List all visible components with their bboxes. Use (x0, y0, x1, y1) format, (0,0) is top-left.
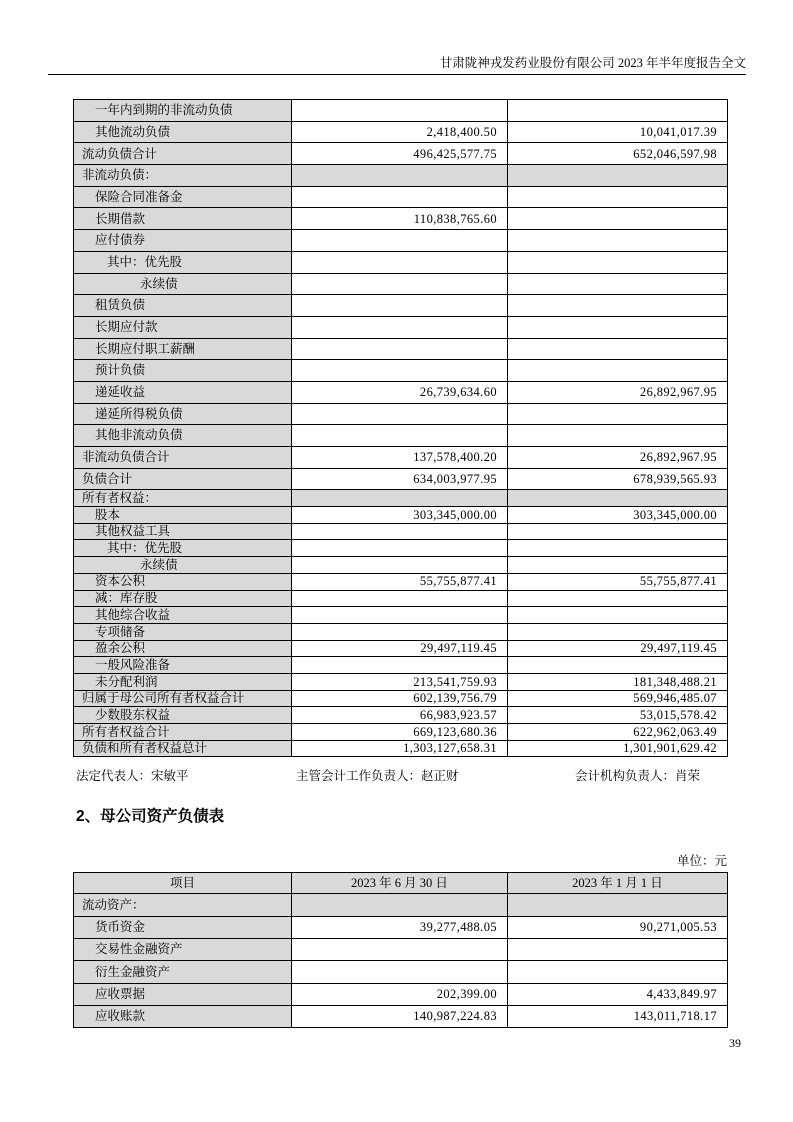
row-label-cell: 长期应付款 (74, 316, 292, 338)
row-value-current: 602,139,756.79 (292, 690, 508, 707)
row-value-current (292, 403, 508, 425)
table-row (74, 316, 728, 338)
table-row (74, 724, 728, 741)
table-row (74, 916, 728, 938)
row-value-current (292, 894, 508, 916)
row-value-current (292, 316, 508, 338)
table-row (74, 983, 728, 1005)
row-label-cell: 应收账款 (74, 1005, 292, 1027)
row-value-current: 55,755,877.41 (292, 573, 508, 590)
table-row (74, 673, 728, 690)
row-value-current: 29,497,119.45 (292, 640, 508, 657)
table-row (74, 143, 728, 165)
row-value-current (292, 540, 508, 557)
row-value-prior (508, 490, 728, 507)
table-row (74, 607, 728, 624)
row-value-prior: 26,892,967.95 (508, 381, 728, 403)
row-value-prior (508, 186, 728, 208)
row-label-cell: 货币资金 (74, 916, 292, 938)
accounting-org-head: 会计机构负责人：肖荣 (575, 769, 701, 784)
row-label-cell: 递延所得税负债 (74, 403, 292, 425)
table-row (74, 623, 728, 640)
row-value-prior: 90,271,005.53 (508, 916, 728, 938)
table-row (74, 938, 728, 960)
row-label-cell: 流动负债合计 (74, 143, 292, 165)
row-value-prior: 303,345,000.00 (508, 507, 728, 524)
row-value-current: 66,983,923.57 (292, 707, 508, 724)
table-row (74, 468, 728, 490)
consolidated-balance-sheet-body (74, 100, 728, 757)
row-value-current: 202,399.00 (292, 983, 508, 1005)
row-value-prior (508, 425, 728, 447)
row-label-cell: 长期应付职工薪酬 (74, 338, 292, 360)
row-value-prior: 53,015,578.42 (508, 707, 728, 724)
table-row (74, 640, 728, 657)
row-value-current (292, 523, 508, 540)
row-label-cell: 其中：优先股 (74, 251, 292, 273)
row-label-cell: 未分配利润 (74, 673, 292, 690)
row-value-prior (508, 961, 728, 983)
row-value-prior (508, 338, 728, 360)
row-value-prior (508, 273, 728, 295)
signature-row (0, 766, 793, 783)
row-value-current (292, 338, 508, 360)
row-value-prior: 678,939,565.93 (508, 468, 728, 490)
row-value-prior (508, 523, 728, 540)
table-row (74, 540, 728, 557)
row-label-cell: 应付债券 (74, 230, 292, 252)
row-value-prior: 181,348,488.21 (508, 673, 728, 690)
table-row (74, 208, 728, 230)
row-value-prior: 4,433,849.97 (508, 983, 728, 1005)
table-row (74, 523, 728, 540)
row-value-prior (508, 165, 728, 187)
table-row (74, 100, 728, 122)
table-row (74, 557, 728, 574)
row-value-current (292, 557, 508, 574)
row-value-prior (508, 230, 728, 252)
row-value-current (292, 186, 508, 208)
section-heading: 2、母公司资产负债表 (76, 808, 225, 826)
row-value-current: 110,838,765.60 (292, 208, 508, 230)
row-label-cell: 专项储备 (74, 623, 292, 640)
row-value-prior (508, 208, 728, 230)
row-value-current (292, 961, 508, 983)
row-label-cell: 应收票据 (74, 983, 292, 1005)
row-value-prior: 26,892,967.95 (508, 447, 728, 469)
row-label-cell: 负债合计 (74, 468, 292, 490)
row-value-current: 669,123,680.36 (292, 724, 508, 741)
row-label-cell: 所有者权益： (74, 490, 292, 507)
row-label-cell: 其他非流动负债 (74, 425, 292, 447)
row-value-current (292, 590, 508, 607)
row-value-prior (508, 607, 728, 624)
row-value-prior (508, 100, 728, 122)
row-value-prior (508, 557, 728, 574)
column-header-date1: 2023 年 6 月 30 日 (292, 873, 508, 894)
row-value-current: 303,345,000.00 (292, 507, 508, 524)
row-label-cell: 其他流动负债 (74, 121, 292, 143)
table-row (74, 273, 728, 295)
table-row (74, 403, 728, 425)
row-value-prior (508, 251, 728, 273)
table-row (74, 657, 728, 674)
row-value-prior (508, 403, 728, 425)
row-value-prior (508, 590, 728, 607)
table-row (74, 894, 728, 916)
unit-note: 单位：元 (676, 854, 727, 869)
row-value-prior: 622,962,063.49 (508, 724, 728, 741)
row-value-current (292, 251, 508, 273)
row-label-cell: 盈余公积 (74, 640, 292, 657)
row-label-cell: 股本 (74, 507, 292, 524)
row-value-prior: 55,755,877.41 (508, 573, 728, 590)
consolidated-balance-sheet-table (73, 99, 728, 757)
row-value-current: 213,541,759.93 (292, 673, 508, 690)
row-label-cell: 交易性金融资产 (74, 938, 292, 960)
table-row (74, 186, 728, 208)
page-number: 39 (729, 1036, 741, 1050)
row-label-cell: 资本公积 (74, 573, 292, 590)
row-label-cell: 其他综合收益 (74, 607, 292, 624)
table-row (74, 590, 728, 607)
table-row (74, 360, 728, 382)
row-label-cell: 非流动负债合计 (74, 447, 292, 469)
row-value-prior: 10,041,017.39 (508, 121, 728, 143)
table-row (74, 425, 728, 447)
row-value-prior: 569,946,485.07 (508, 690, 728, 707)
row-label-cell: 减：库存股 (74, 590, 292, 607)
table-row (74, 507, 728, 524)
row-label-cell: 其他权益工具 (74, 523, 292, 540)
table-row (74, 690, 728, 707)
row-label-cell: 长期借款 (74, 208, 292, 230)
parent-balance-sheet-body (74, 894, 728, 1028)
row-value-current: 26,739,634.60 (292, 381, 508, 403)
row-value-current: 137,578,400.20 (292, 447, 508, 469)
table-header-row (74, 873, 728, 894)
row-label-cell: 递延收益 (74, 381, 292, 403)
row-label-cell: 一年内到期的非流动负债 (74, 100, 292, 122)
row-value-current (292, 607, 508, 624)
row-label-cell: 非流动负债： (74, 165, 292, 187)
table-row (74, 230, 728, 252)
legal-representative: 法定代表人：宋敏平 (76, 769, 189, 784)
row-value-current (292, 623, 508, 640)
row-value-prior (508, 657, 728, 674)
row-value-prior (508, 938, 728, 960)
table-row (74, 165, 728, 187)
row-label-cell: 归属于母公司所有者权益合计 (74, 690, 292, 707)
table-row (74, 251, 728, 273)
row-value-prior (508, 360, 728, 382)
row-value-prior (508, 623, 728, 640)
row-value-prior (508, 316, 728, 338)
row-value-current: 496,425,577.75 (292, 143, 508, 165)
row-label-cell: 保险合同准备金 (74, 186, 292, 208)
row-label-cell: 永续债 (74, 273, 292, 295)
row-value-current: 634,003,977.95 (292, 468, 508, 490)
row-value-current: 39,277,488.05 (292, 916, 508, 938)
row-label-cell: 流动资产： (74, 894, 292, 916)
table-row (74, 961, 728, 983)
row-label-cell: 衍生金融资产 (74, 961, 292, 983)
column-header-item: 项目 (74, 873, 292, 894)
row-value-prior: 143,011,718.17 (508, 1005, 728, 1027)
row-value-current (292, 100, 508, 122)
row-value-current: 2,418,400.50 (292, 121, 508, 143)
parent-balance-sheet-table (73, 872, 728, 1028)
table-row (74, 573, 728, 590)
table-row (74, 295, 728, 317)
chief-accountant: 主管会计工作负责人：赵正财 (296, 769, 459, 784)
row-label-cell: 负债和所有者权益总计 (74, 740, 292, 757)
table-row (74, 121, 728, 143)
row-value-prior (508, 894, 728, 916)
row-label-cell: 其中：优先股 (74, 540, 292, 557)
row-value-current (292, 657, 508, 674)
row-value-prior: 29,497,119.45 (508, 640, 728, 657)
table-row (74, 338, 728, 360)
row-label-cell: 一般风险准备 (74, 657, 292, 674)
row-label-cell: 少数股东权益 (74, 707, 292, 724)
table-row (74, 740, 728, 757)
row-value-current: 1,303,127,658.31 (292, 740, 508, 757)
row-value-current (292, 230, 508, 252)
row-value-current (292, 295, 508, 317)
row-value-current (292, 273, 508, 295)
report-header-title: 甘肃陇神戎发药业股份有限公司 2023 年半年度报告全文 (48, 0, 746, 75)
column-header-date2: 2023 年 1 月 1 日 (508, 873, 728, 894)
row-label-cell: 租赁负债 (74, 295, 292, 317)
row-value-prior: 652,046,597.98 (508, 143, 728, 165)
table-row (74, 707, 728, 724)
row-label-cell: 永续债 (74, 557, 292, 574)
table-row (74, 381, 728, 403)
table-row (74, 1005, 728, 1027)
table-row (74, 447, 728, 469)
row-label-cell: 预计负债 (74, 360, 292, 382)
row-value-current (292, 490, 508, 507)
row-value-prior (508, 540, 728, 557)
row-value-current (292, 360, 508, 382)
row-label-cell: 所有者权益合计 (74, 724, 292, 741)
row-value-current: 140,987,224.83 (292, 1005, 508, 1027)
row-value-current (292, 425, 508, 447)
row-value-current (292, 938, 508, 960)
row-value-prior: 1,301,901,629.42 (508, 740, 728, 757)
row-value-current (292, 165, 508, 187)
row-value-prior (508, 295, 728, 317)
table-row (74, 490, 728, 507)
